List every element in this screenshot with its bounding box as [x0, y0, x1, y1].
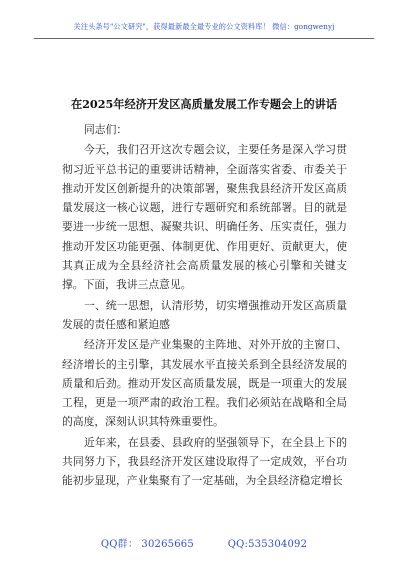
- header-divider: [34, 38, 374, 39]
- footer-qq-group: QQ群： 30265665: [100, 539, 194, 550]
- document-title: 在2025年经济开发区高质量发展工作专题会上的讲话: [70, 97, 338, 111]
- footer-qq: QQ:535304092: [227, 539, 308, 550]
- section-heading: 一、统一思想，认清形势，切实增强推动开发区高质量发展的责任感和紧迫感: [62, 298, 347, 331]
- footer-contact: [0, 535, 408, 550]
- salutation: 同志们：: [84, 123, 128, 136]
- document-body: [62, 118, 347, 491]
- header-note: 关注头条号"公文研究"，获得最新最全最专业的公文资料库！ 微信：gongwenyj: [73, 22, 335, 31]
- paragraph: 近年来，在县委、县政府的坚强领导下，在全县上下的共同努力下，我县经济开发区建设取得了一定成效，平台功能初步显现，产业集聚有了一定基础，为全县经济稳定增长: [62, 435, 347, 488]
- paragraph: 经济开发区是产业集聚的主阵地、对外开放的主窗口、经济增长的主引擎，其发展水平直接关系到全县经济发展的质量和后劲。推动开发区高质量发展，既是一项重大的发展工程，更是一项严肃的政治工程。我们必须站在战略和全局的高度，深刻认识其特殊重要性。: [62, 338, 347, 429]
- paragraph: 今天，我们召开这次专题会议，主要任务是深入学习贯彻习近平总书记的重要讲话精神，全面落实省委、市委关于推动开发区创新提升的决策部署，聚焦我县经济开发区高质量发展这一核心议题，进行专题研究和系统部署。目的就是要进一步统一思想、凝聚共识、明确任务、压实责任，强力推动开发区功能更强、体制更优、作用更好、贡献更大，使其真正成为全县经济社会高质量发展的核心引擎和关键支撑。下面，我讲三点意见。: [62, 143, 347, 292]
